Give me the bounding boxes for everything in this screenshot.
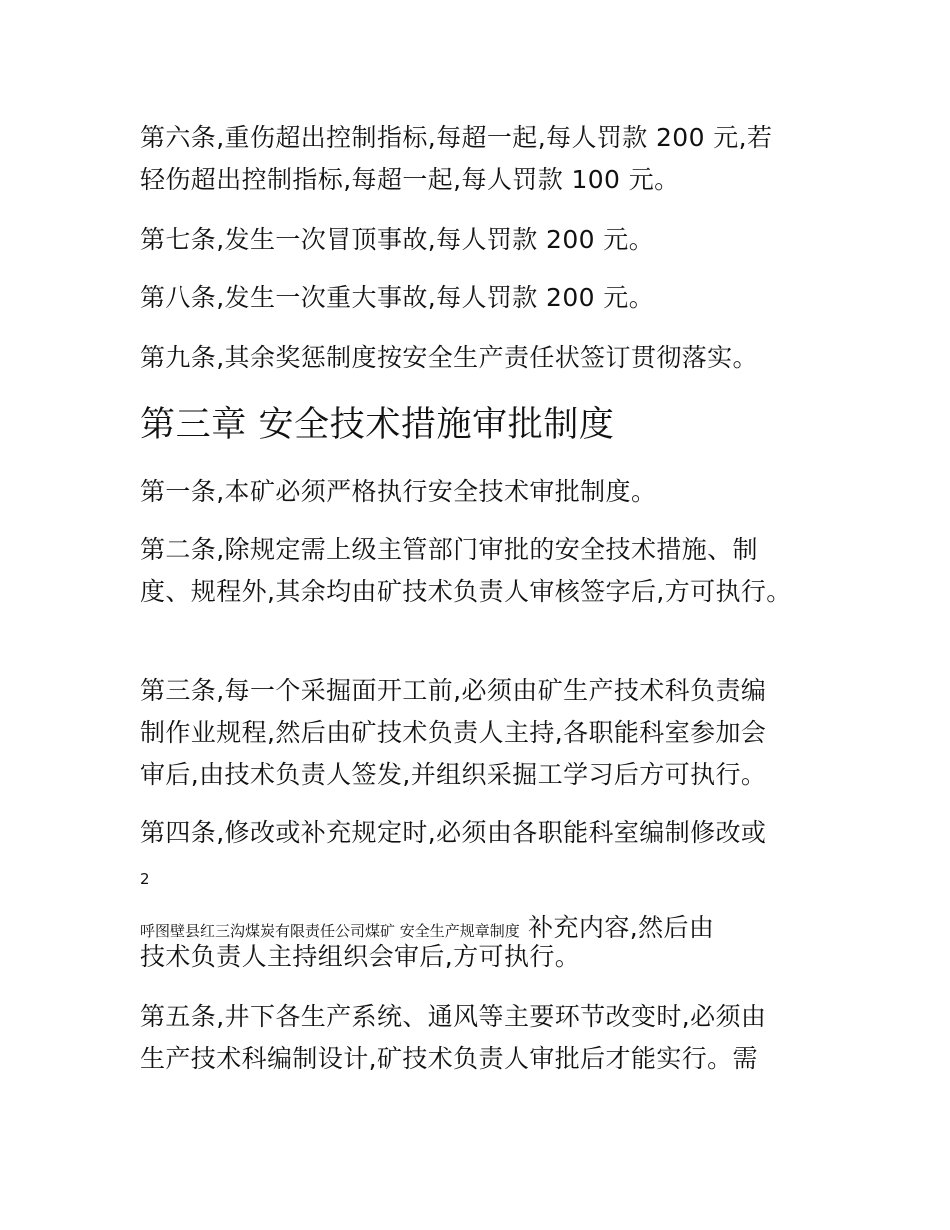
chapter-3-article-4-line-3: 技术负责人主持组织会审后,方可执行。 (140, 942, 581, 971)
chapter-3-article-2-line-1: 第二条,除规定需上级主管部门审批的安全技术措施、制 (140, 535, 758, 564)
chapter-3-article-4-line-1: 第四条,修改或补充规定时,必须由各职能科室编制修改或 (140, 818, 767, 847)
chapter-3-article-5-line-2: 生产技术科编制设计,矿技术负责人审批后才能实行。需 (140, 1044, 758, 1073)
page-number: 2 (140, 870, 150, 888)
running-header: 呼图壁县红三沟煤炭有限责任公司煤矿 安全生产规章制度 (140, 922, 520, 940)
chapter-3-title: 第三章 安全技术措施审批制度 (140, 405, 615, 445)
chapter-3-article-4-line-2: 补充内容,然后由 (519, 913, 715, 942)
article-9: 第九条,其余奖惩制度按安全生产责任状签订贯彻落实。 (140, 343, 758, 372)
chapter-3-article-3-line-2: 制作业规程,然后由矿技术负责人主持,各职能科室参加会 (140, 718, 767, 747)
chapter-3-article-5-line-1: 第五条,井下各生产系统、通风等主要环节改变时,必须由 (140, 1002, 767, 1031)
chapter-3-article-3-line-1: 第三条,每一个采掘面开工前,必须由矿生产技术科负责编 (140, 676, 767, 705)
article-6-line-1: 第六条,重伤超出控制指标,每超一起,每人罚款 200 元,若 (140, 123, 773, 152)
chapter-3-article-1: 第一条,本矿必须严格执行安全技术审批制度。 (140, 477, 657, 506)
chapter-3-article-2-line-2: 度、规程外,其余均由矿技术负责人审核签字后,方可执行。 (140, 577, 792, 606)
article-8: 第八条,发生一次重大事故,每人罚款 200 元。 (140, 283, 655, 312)
chapter-3-article-3-line-3: 审后,由技术负责人签发,并组织采掘工学习后方可执行。 (140, 760, 767, 789)
article-6-line-2: 轻伤超出控制指标,每超一起,每人罚款 100 元。 (140, 165, 680, 194)
article-7: 第七条,发生一次冒顶事故,每人罚款 200 元。 (140, 225, 655, 254)
